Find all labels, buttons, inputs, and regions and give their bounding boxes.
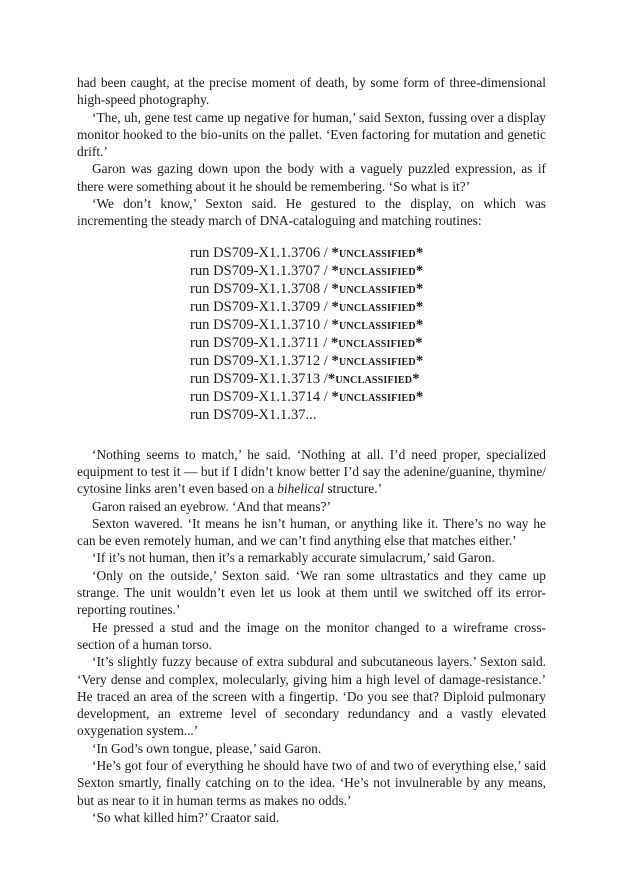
- routine-line: [190, 262, 546, 280]
- routine-line: [190, 352, 546, 370]
- paragraph-text: structure.’: [324, 481, 383, 497]
- routine-status: *unclassified*: [331, 388, 424, 405]
- routine-status: *unclassified*: [331, 262, 424, 279]
- routine-line: [190, 280, 546, 298]
- paragraph: ‘We don’t know,’ Sexton said. He gestured to the display, on which was incrementing the steady march of DNA-cataloguing and matching routines:: [77, 196, 546, 229]
- paragraph: had been caught, at the precise moment of death, by some form of three-dimensional high-speed photography.: [77, 75, 546, 108]
- paragraph-text: ‘Nothing seems to match,’ he said. ‘Nothing at all. I’d need proper, specialized equipment to test it — but if I didn’t know better I’d say the adenine/guanine, thymine/ cytosine links aren’t even based on a: [77, 446, 546, 497]
- routine-line: [190, 244, 546, 262]
- paragraph: ‘Only on the outside,’ Sexton said. ‘We ran some ultrastatics and they came up strange. The unit wouldn’t even let us look at them until we switched off its error-reporting routines.’: [77, 567, 546, 618]
- paragraph: ‘If it’s not human, then it’s a remarkably accurate simulacrum,’ said Garon.: [92, 550, 495, 566]
- routine-status: *unclassified*: [331, 280, 424, 297]
- routine-run: run DS709-X1.1.3714 /: [190, 388, 332, 405]
- routine-status: *unclassified*: [331, 352, 424, 369]
- routine-run: run DS709-X1.1.3712 /: [190, 352, 332, 369]
- routine-status: *unclassified*: [330, 334, 423, 351]
- routine-status: *unclassified*: [331, 244, 424, 261]
- routine-run: run DS709-X1.1.3710 /: [190, 316, 332, 333]
- paragraph: Garon was gazing down upon the body with a vaguely puzzled expression, as if there were something about it he should be remembering. ‘So what is it?’: [77, 161, 546, 194]
- routine-status: *unclassified*: [331, 316, 424, 333]
- paragraph: ‘So what killed him?’ Craator said.: [92, 809, 280, 825]
- paragraph: He pressed a stud and the image on the monitor changed to a wireframe cross-section of a human torso.: [77, 619, 546, 652]
- dna-routine-listing: [77, 244, 546, 424]
- paragraph: Sexton wavered. ‘It means he isn’t human, or anything like it. There’s no way he can be even remotely human, and we can’t find anything else that matches either.’: [77, 515, 546, 549]
- routine-status: *unclassified*: [327, 370, 420, 387]
- paragraph: ‘In God’s own tongue, please,’ said Garon.: [92, 740, 322, 756]
- routine-line: [190, 388, 546, 406]
- routine-status: *unclassified*: [331, 298, 424, 315]
- routine-line: [190, 316, 546, 334]
- routine-line: [190, 406, 546, 424]
- routine-run: run DS709-X1.1.3711 /: [190, 334, 331, 351]
- routine-line: [190, 334, 546, 352]
- routine-run: run DS709-X1.1.3707 /: [190, 262, 332, 279]
- routine-run: run DS709-X1.1.3709 /: [190, 298, 332, 315]
- paragraph: [77, 446, 546, 498]
- paragraph: ‘He’s got four of everything he should have two of and two of everything else,’ said Sexton smartly, finally catching on to the idea. ‘He’s not invulnerable by any means, but as near to it in human terms as makes no odds.’: [77, 758, 546, 808]
- routine-run: run DS709-X1.1.3713 /: [190, 370, 328, 387]
- routine-run: run DS709-X1.1.37...: [190, 406, 317, 423]
- routine-run: run DS709-X1.1.3708 /: [190, 280, 332, 297]
- routine-line: [190, 370, 546, 388]
- book-page: [77, 74, 546, 826]
- paragraph: ‘It’s slightly fuzzy because of extra subdural and subcutaneous layers.’ Sexton said. ‘Very dense and complex, molecularly, giving him a high level of damage-resistance.’ He traced an area of the screen with a fingertip. ‘Do you see that? Diploid pulmonary development, an extreme level of secondary redundancy and a vastly elevated oxygenation system...’: [77, 654, 546, 739]
- routine-line: [190, 298, 546, 316]
- paragraph: Garon raised an eyebrow. ‘And that means?’: [92, 498, 331, 514]
- emphasis-word: bihelical: [277, 481, 325, 497]
- paragraph: ‘The, uh, gene test came up negative for human,’ said Sexton, fussing over a display monitor hooked to the bio-units on the pallet. ‘Even factoring for mutation and genetic drift.’: [77, 109, 546, 160]
- routine-run: run DS709-X1.1.3706 /: [190, 244, 332, 261]
